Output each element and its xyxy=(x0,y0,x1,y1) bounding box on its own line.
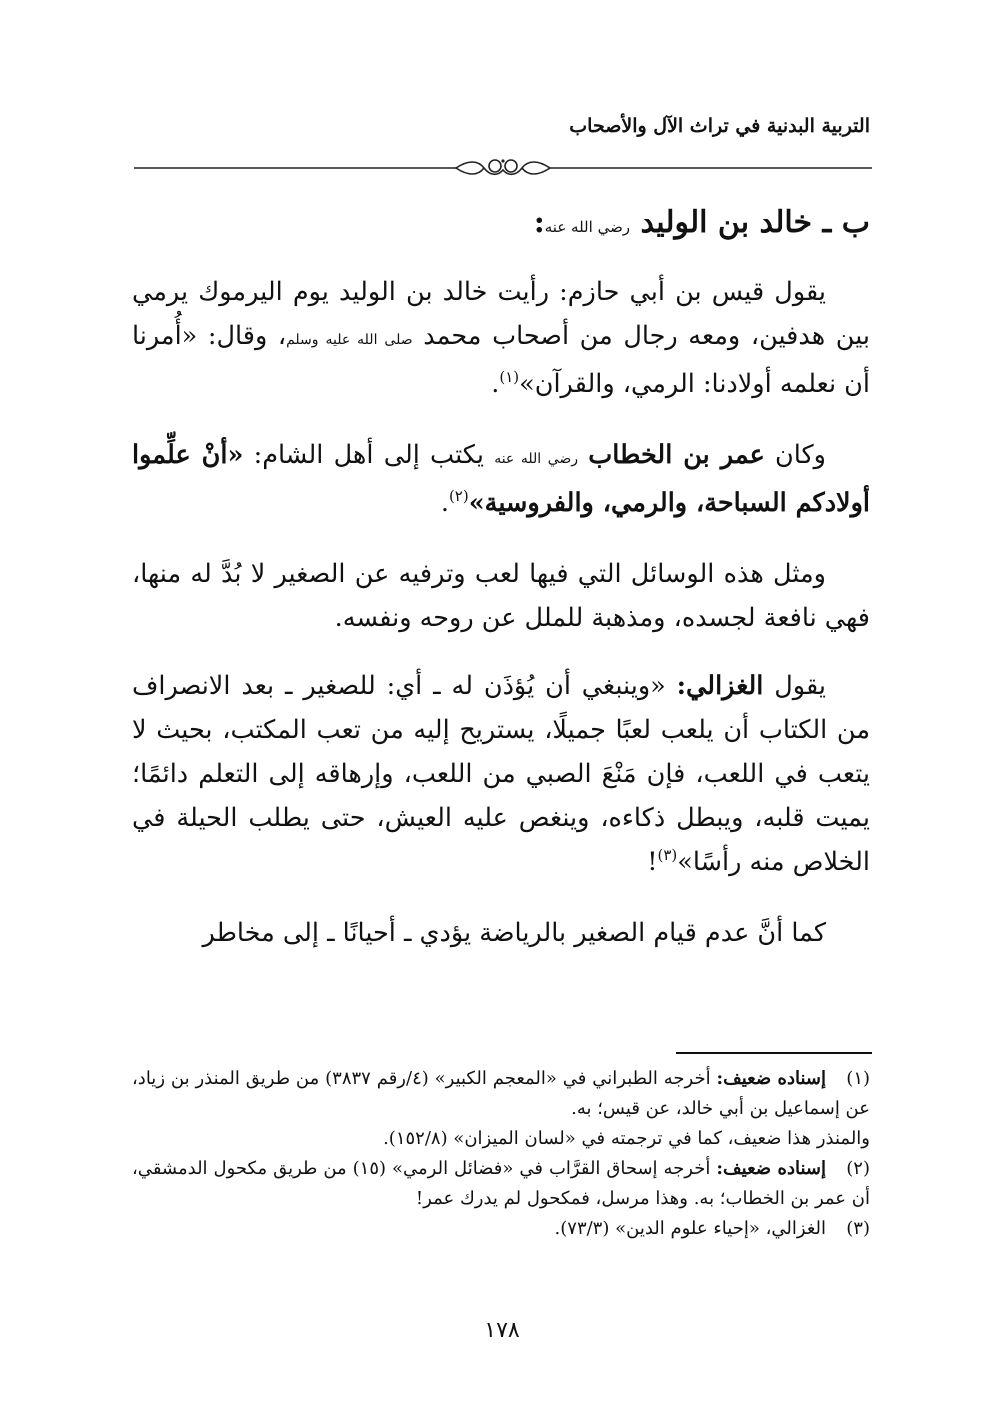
honorific-mark: رضي الله عنه xyxy=(544,218,631,236)
footnote-2: (٢)إسناده ضعيف: أخرجه إسحاق القرَّاب في «فضائل الرمي» (١٥) من طريق مكحول الدمشقي، أن عمر بن الخطاب؛ به. وهذا مرسل، فمكحول لم يدرك عمر! xyxy=(132,1158,870,1209)
footnote-separator xyxy=(676,1052,872,1054)
paragraph-5: كما أنَّ عدم قيام الصغير بالرياضة يؤدي ـ أحيانًا ـ إلى مخاطر xyxy=(202,918,826,948)
ornamental-divider xyxy=(134,158,872,178)
footnotes xyxy=(132,1064,870,1244)
section-title: ب ـ خالد بن الوليد رضي الله عنه: xyxy=(533,205,870,240)
footnote-ref-3[interactable]: (٣) xyxy=(657,846,678,864)
paragraph-4: يقول الغزالي: «وينبغي أن يُؤذَن له ـ أي: للصغير ـ بعد الانصراف من الكتاب أن يلعب لعبًا جميلًا، يستريح إليه من تعب المكتب، بحيث لا يتعب في اللعب، فإن مَنْعَ الصبي من اللعب، وإرهاقه إلى التعلم دائمًا؛ يميت قلبه، ويبطل ذكاءه، وينغص عليه العيش، حتى يطلب الحيلة في الخلاص منه رأسًا»$^{(٣)}$! xyxy=(132,671,870,877)
main-text xyxy=(132,200,870,955)
footnote-1-continued: والمنذر هذا ضعيف، كما في ترجمته في «لسان الميزان» (١٥٢/٨). xyxy=(383,1128,870,1149)
paragraph-2: وكان عمر بن الخطاب رضي الله عنه يكتب إلى أهل الشام: «أنْ علِّموا أولادكم السباحة، والرمي، والفروسية»$^{(٢)}$. xyxy=(132,440,870,518)
name-umar: عمر بن الخطاب xyxy=(588,440,765,470)
page-number: ١٧٨ xyxy=(484,1318,520,1343)
footnote-ref-2[interactable]: (٢) xyxy=(448,487,469,505)
paragraph-3: ومثل هذه الوسائل التي فيها لعب وترفيه عن الصغير لا بُدَّ له منها، فهي نافعة لجسده، ومذهبة للملل عن روحه ونفسه. xyxy=(132,559,870,633)
footnote-1: (١)إسناده ضعيف: أخرجه الطبراني في «المعجم الكبير» (٤/رقم ٣٨٣٧) من طريق المنذر بن زياد، عن إسماعيل بن أبي خالد، عن قيس؛ به. xyxy=(132,1068,871,1119)
footnote-ref-1[interactable]: (١) xyxy=(499,368,520,386)
running-header: التربية البدنية في تراث الآل والأصحاب xyxy=(569,115,870,137)
quote-umar: «أنْ علِّموا أولادكم السباحة، والرمي، والفروسية» xyxy=(132,440,870,518)
name-ghazali: الغزالي: xyxy=(676,671,764,701)
paragraph-1: يقول قيس بن أبي حازم: رأيت خالد بن الوليد يوم اليرموك يرمي بين هدفين، ومعه رجال من أصحاب محمد صلى الله عليه وسلم، وقال: «أُمرنا أن نعلمه أولادنا: الرمي، والقرآن»$^{(١)}$. xyxy=(132,277,871,399)
honorific-mark: رضي الله عنه xyxy=(494,451,579,467)
footnote-3: (٣)الغزالي، «إحياء علوم الدين» (٧٣/٣). xyxy=(554,1218,870,1239)
salutation-mark: صلى الله عليه وسلم xyxy=(286,332,413,348)
